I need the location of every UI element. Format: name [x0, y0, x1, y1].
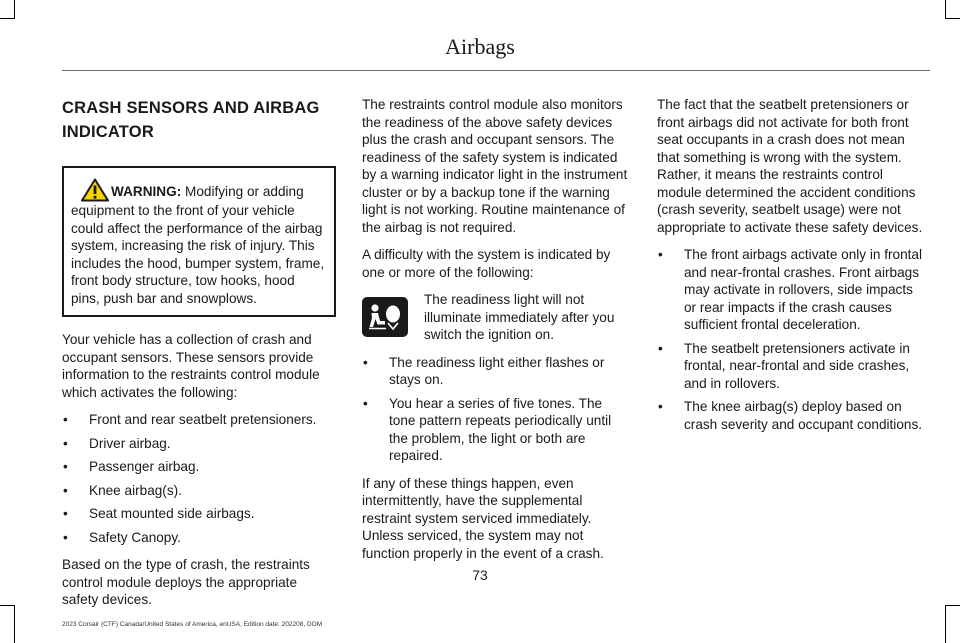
section-heading [62, 96, 336, 144]
paragraph: The restraints control module also monitors the readiness of the above safety devices plus the crash and occupant sensors. The readiness of the safety system is indicated by a warning indicator light in the instrument cluster or by a backup tone if the warning light is not working. Routine maintenance of the airbag is not required. [362, 97, 628, 235]
section-heading-line-1: CRASH SENSORS AND AIRBAG [62, 99, 320, 117]
indicator-description: The readiness light will not illuminate immediately after you switch the ignition on. [424, 292, 615, 342]
warning-text: Modifying or adding equipment to the front of your vehicle could affect the performance of the airbag system, increasing the risk of injury. This includes the hood, bumper system, frame, front body structure, tow hooks, hood pins, push bar and snowplows. [71, 184, 325, 306]
crop-mark-bottom-left-vertical [14, 605, 15, 643]
crop-mark-top-right-vertical [945, 0, 946, 18]
crop-mark-bottom-right-horizontal [945, 605, 960, 606]
column-3 [657, 96, 927, 443]
list-item: • Seat mounted side airbags. [62, 505, 336, 523]
page-title: Airbags [445, 34, 515, 59]
indicator-row [362, 291, 632, 344]
page-number: 73 [472, 567, 488, 583]
warning-box [62, 166, 336, 317]
closing-paragraph: Based on the type of crash, the restraints control module deploys the appropriate safety devices. [62, 557, 310, 607]
activated-devices-list [62, 411, 336, 546]
crop-mark-top-left-vertical [14, 0, 15, 18]
crop-mark-top-left-horizontal [0, 18, 15, 19]
list-item: • Passenger airbag. [62, 458, 336, 476]
airbag-occupant-icon [366, 302, 404, 332]
symptoms-list [362, 354, 632, 465]
list-item: • Safety Canopy. [62, 529, 336, 547]
warning-triangle-icon [81, 178, 109, 202]
list-item: • The readiness light either flashes or stays on. [362, 354, 632, 389]
list-item: • Knee airbag(s). [62, 482, 336, 500]
list-item: • You hear a series of five tones. The tone pattern repeats periodically until the problem, the light or both are repaired. [362, 395, 632, 465]
crop-mark-top-right-horizontal [945, 18, 960, 19]
list-item: • The knee airbag(s) deploy based on crash severity and occupant conditions. [657, 398, 927, 433]
column-2 [362, 96, 632, 572]
list-item: • The front airbags activate only in frontal and near-frontal crashes. Front airbags may activate in rollovers, side impacts or rear impacts if the crash causes sufficient frontal deceleration. [657, 246, 927, 334]
footer-edition-info: 2023 Corsair (CTF) Canada/United States of America, enUSA, Edition date: 202208, DOM [62, 621, 323, 628]
column-1 [62, 96, 336, 619]
paragraph: A difficulty with the system is indicated by one or more of the following: [362, 247, 611, 280]
list-item: • Driver airbag. [62, 435, 336, 453]
list-item: • The seatbelt pretensioners activate in frontal, near-frontal and side crashes, and in rollovers. [657, 340, 927, 393]
airbag-warning-icon [362, 297, 408, 337]
intro-paragraph: Your vehicle has a collection of crash and occupant sensors. These sensors provide information to the restraints control module which activates the following: [62, 332, 320, 400]
crop-mark-bottom-left-horizontal [0, 605, 15, 606]
activation-conditions-list [657, 246, 927, 433]
list-item: • Front and rear seatbelt pretensioners. [62, 411, 336, 429]
header-divider [62, 70, 930, 71]
section-heading-line-2: INDICATOR [62, 123, 154, 141]
paragraph: If any of these things happen, even intermittently, have the supplemental restraint system serviced immediately. Unless serviced, the system may not function properly in the event of a crash. [362, 475, 604, 561]
paragraph: The fact that the seatbelt pretensioners or front airbags did not activate for both front seat occupants in a crash does not mean that something is wrong with the system. Rather, it means the restraints control module determined the accident conditions (crash severity, seatbelt usage) were not appropriate to activate these safety devices. [657, 97, 923, 235]
warning-label: WARNING: [111, 184, 182, 199]
crop-mark-bottom-right-vertical [945, 605, 946, 643]
